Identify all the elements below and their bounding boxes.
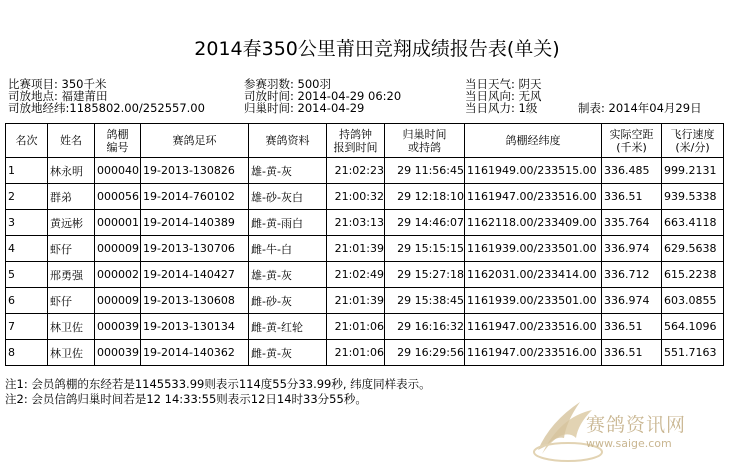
release-place: 司放地点: 福建莆田 — [8, 89, 108, 103]
table-cell: 336.974 — [602, 288, 662, 314]
table-cell: 29 16:16:32 — [385, 314, 465, 340]
table-cell: 21:01:06 — [327, 314, 385, 340]
table-cell: 999.2131 — [662, 158, 724, 184]
column-header: 实际空距 (千米) — [602, 124, 662, 158]
race-item: 比赛项目: 350千米 — [8, 77, 107, 91]
table-cell: 19-2014-760102 — [141, 184, 249, 210]
table-cell: 林卫佐 — [48, 340, 95, 366]
table-cell: 19-2014-140389 — [141, 210, 249, 236]
table-cell: 551.7163 — [662, 340, 724, 366]
results-table — [5, 123, 724, 366]
table-cell: 29 12:18:10 — [385, 184, 465, 210]
table-cell: 7 — [6, 314, 48, 340]
table-cell: 336.485 — [602, 158, 662, 184]
table-cell: 336.51 — [602, 184, 662, 210]
table-row — [6, 210, 724, 236]
table-cell: 29 15:27:18 — [385, 262, 465, 288]
table-cell: 615.2238 — [662, 262, 724, 288]
table-cell: 29 14:46:07 — [385, 210, 465, 236]
table-cell: 1161947.00/233516.00 — [465, 340, 602, 366]
table-row — [6, 236, 724, 262]
table-cell: 3 — [6, 210, 48, 236]
watermark-url: www.saige.com — [586, 437, 672, 450]
table-cell: 336.974 — [602, 236, 662, 262]
table-row — [6, 340, 724, 366]
table-cell: 1161939.00/233501.00 — [465, 236, 602, 262]
participants: 参赛羽数: 500羽 — [244, 77, 331, 91]
table-cell: 29 15:38:45 — [385, 288, 465, 314]
column-header: 归巢时间 或持鸽 — [385, 124, 465, 158]
table-cell: 19-2013-130706 — [141, 236, 249, 262]
table-cell: 21:01:39 — [327, 236, 385, 262]
table-cell: 1162031.00/233414.00 — [465, 262, 602, 288]
table-cell: 1 — [6, 158, 48, 184]
table-cell: 19-2014-140362 — [141, 340, 249, 366]
table-cell: 21:02:23 — [327, 158, 385, 184]
table-cell: 林永明 — [48, 158, 95, 184]
table-cell: 8 — [6, 340, 48, 366]
table-cell: 29 16:29:56 — [385, 340, 465, 366]
table-row — [6, 158, 724, 184]
table-cell: 雌-牛-白 — [249, 236, 327, 262]
table-cell: 21:00:32 — [327, 184, 385, 210]
table-cell: 000039 — [95, 340, 141, 366]
table-cell: 雌-黄-红轮 — [249, 314, 327, 340]
table-cell: 虾仔 — [48, 236, 95, 262]
table-cell: 000002 — [95, 262, 141, 288]
table-row — [6, 262, 724, 288]
table-row — [6, 288, 724, 314]
release-coords: 司放地经纬:1185802.00/252557.00 — [8, 101, 205, 115]
table-cell: 虾仔 — [48, 288, 95, 314]
table-header-row — [6, 124, 724, 158]
column-header: 名次 — [6, 124, 48, 158]
table-row — [6, 314, 724, 340]
table-cell: 663.4118 — [662, 210, 724, 236]
table-cell: 939.5338 — [662, 184, 724, 210]
wind-direction: 当日风向: 无风 — [465, 89, 542, 103]
table-cell: 21:01:39 — [327, 288, 385, 314]
table-cell: 邢勇强 — [48, 262, 95, 288]
table-cell: 1162118.00/233409.00 — [465, 210, 602, 236]
table-cell: 000040 — [95, 158, 141, 184]
column-header: 赛鸽足环 — [141, 124, 249, 158]
table-cell: 黄远彬 — [48, 210, 95, 236]
table-cell: 1161939.00/233501.00 — [465, 288, 602, 314]
made-date: 制表: 2014年04月29日 — [578, 101, 702, 115]
table-row — [6, 184, 724, 210]
watermark-text: 赛鸽资讯网 — [586, 414, 687, 436]
table-cell: 564.1096 — [662, 314, 724, 340]
weather: 当日天气: 阴天 — [465, 77, 542, 91]
table-cell: 336.51 — [602, 314, 662, 340]
column-header: 姓名 — [48, 124, 95, 158]
column-header: 赛鸽资料 — [249, 124, 327, 158]
table-cell: 1161947.00/233516.00 — [465, 314, 602, 340]
table-cell: 000001 — [95, 210, 141, 236]
table-cell: 21:03:13 — [327, 210, 385, 236]
column-header: 飞行速度 (米/分) — [662, 124, 724, 158]
table-cell: 4 — [6, 236, 48, 262]
table-cell: 6 — [6, 288, 48, 314]
table-cell: 000009 — [95, 288, 141, 314]
table-cell: 629.5638 — [662, 236, 724, 262]
table-cell: 000056 — [95, 184, 141, 210]
table-cell: 603.0855 — [662, 288, 724, 314]
table-cell: 林卫佐 — [48, 314, 95, 340]
table-cell: 21:01:06 — [327, 340, 385, 366]
table-cell: 336.712 — [602, 262, 662, 288]
table-cell: 000039 — [95, 314, 141, 340]
table-cell: 21:02:49 — [327, 262, 385, 288]
table-cell: 雌-黄-雨白 — [249, 210, 327, 236]
table-cell: 雄-黄-灰 — [249, 262, 327, 288]
column-header: 鸽棚经纬度 — [465, 124, 602, 158]
table-cell: 336.51 — [602, 340, 662, 366]
table-cell: 19-2013-130134 — [141, 314, 249, 340]
table-cell: 29 15:15:15 — [385, 236, 465, 262]
table-cell: 1161947.00/233516.00 — [465, 184, 602, 210]
table-cell: 19-2013-130826 — [141, 158, 249, 184]
table-cell: 29 11:56:45 — [385, 158, 465, 184]
wind-force: 当日风力: 1级 — [465, 101, 538, 115]
table-cell: 1161949.00/233515.00 — [465, 158, 602, 184]
table-cell: 19-2014-140427 — [141, 262, 249, 288]
report-title: 2014春350公里莆田竞翔成绩报告表(单关) — [194, 38, 560, 60]
release-time: 司放时间: 2014-04-29 06:20 — [244, 89, 402, 103]
table-cell: 000009 — [95, 236, 141, 262]
table-cell: 雌-黄-灰 — [249, 340, 327, 366]
table-cell: 雌-砂-灰 — [249, 288, 327, 314]
table-cell: 2 — [6, 184, 48, 210]
note-2: 注2: 会员信鸽归巢时间若是12 14:33:55则表示12日14时33分55秒。 — [5, 392, 367, 406]
note-1: 注1: 会员鸽棚的东经若是1145533.99则表示114度55分33.99秒, 纬度同样表示。 — [5, 377, 431, 391]
table-cell: 群弟 — [48, 184, 95, 210]
column-header: 鸽棚 编号 — [95, 124, 141, 158]
table-cell: 雄-砂-灰白 — [249, 184, 327, 210]
return-time: 归巢时间: 2014-04-29 — [244, 101, 365, 115]
table-cell: 335.764 — [602, 210, 662, 236]
table-cell: 5 — [6, 262, 48, 288]
column-header: 持鸽钟 报到时间 — [327, 124, 385, 158]
table-cell: 19-2013-130608 — [141, 288, 249, 314]
table-cell: 雄-黄-灰 — [249, 158, 327, 184]
